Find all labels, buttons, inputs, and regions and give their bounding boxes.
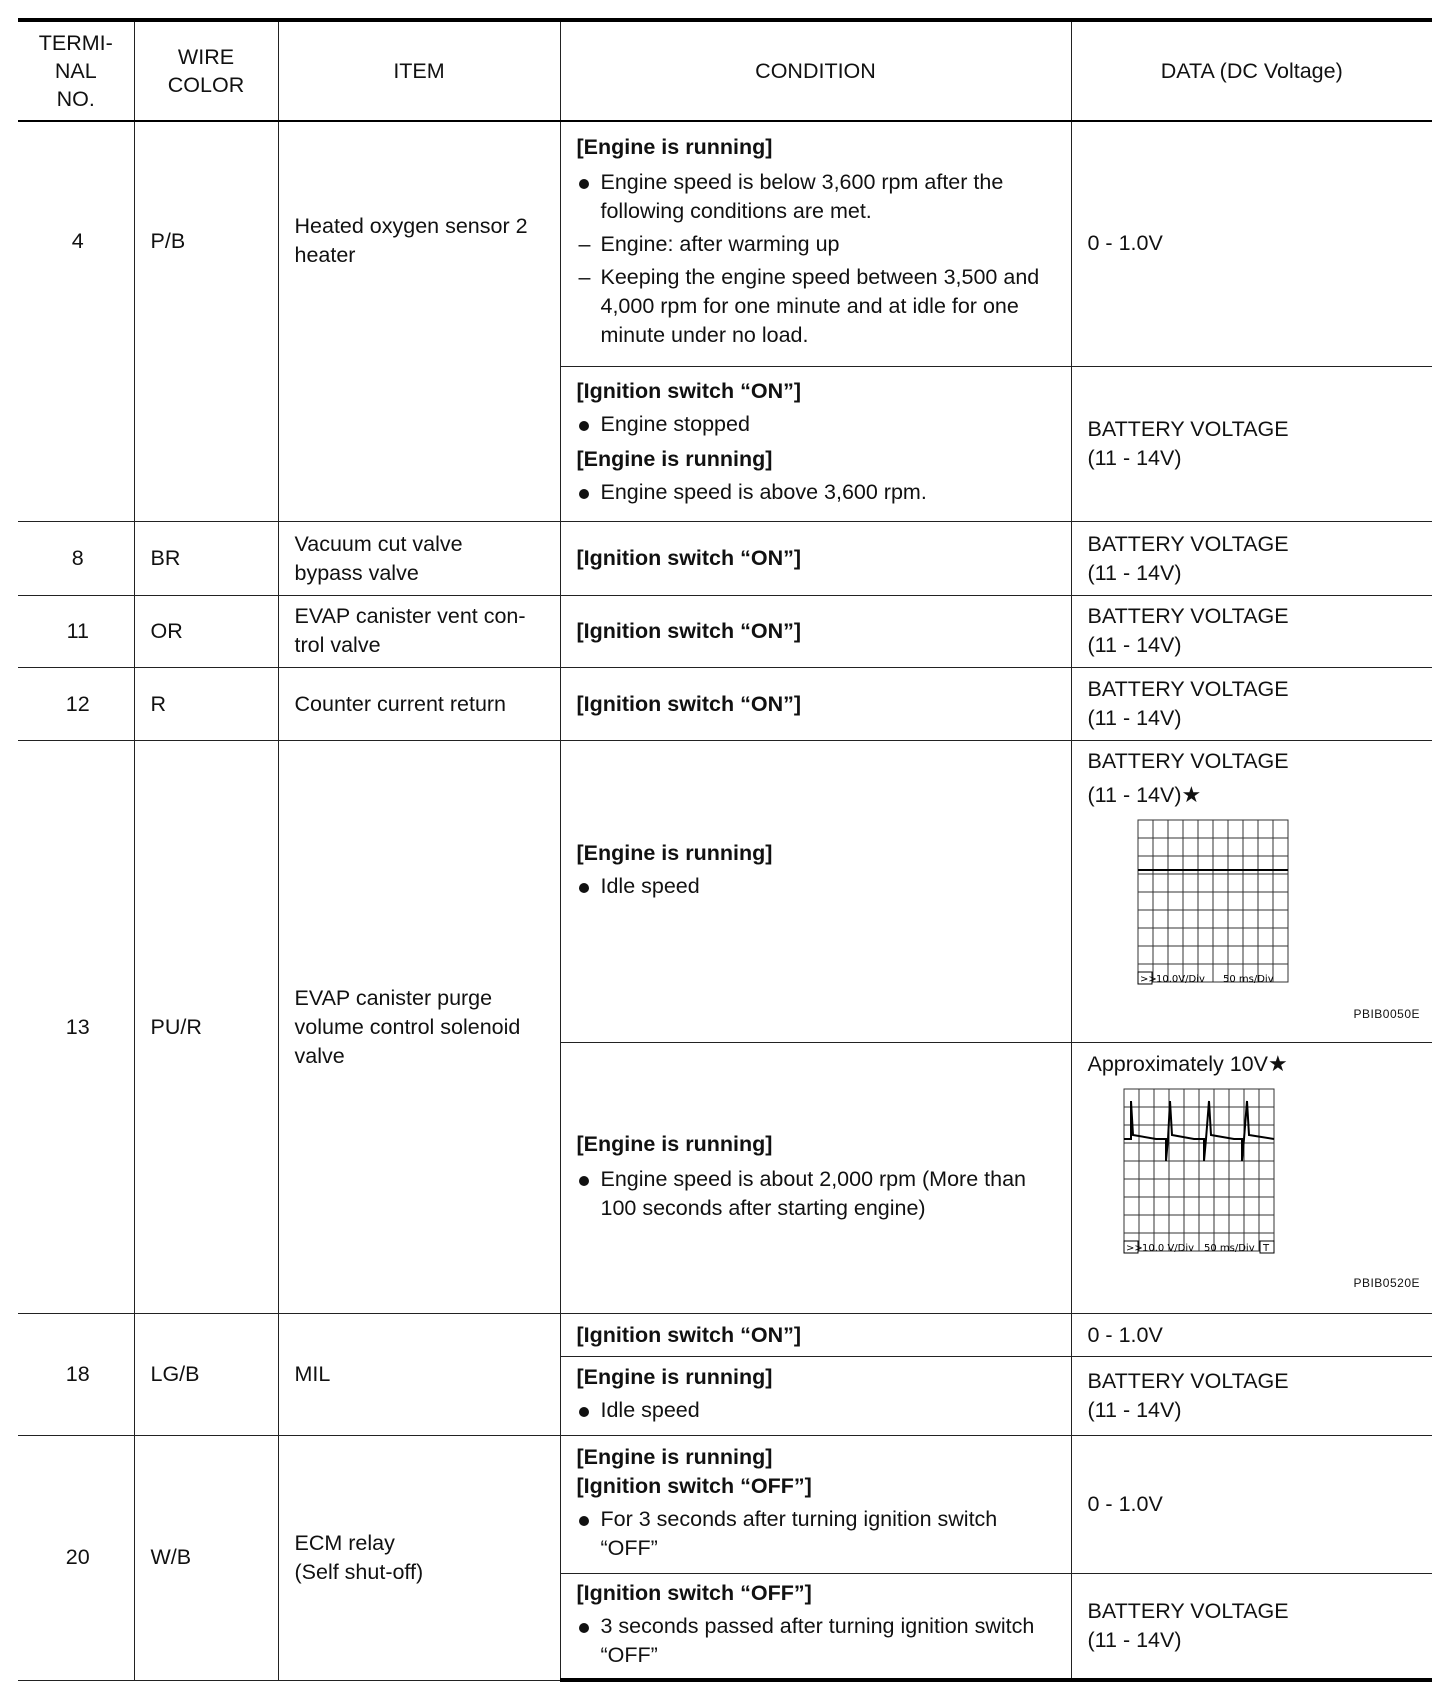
condition-heading: [Ignition switch “OFF”]: [576, 1580, 812, 1605]
condition-bullet: Idle speed: [577, 872, 1059, 901]
wire-color: BR: [134, 522, 278, 595]
condition-heading: [Engine is running]: [576, 1444, 773, 1469]
scope-volts-label: 10.0 V/Div: [1141, 1242, 1194, 1254]
table-row: [18, 522, 1432, 595]
header-wire-color: WIRE COLOR: [134, 20, 278, 121]
condition-heading: [Ignition switch “ON”]: [576, 379, 802, 404]
condition-bullet: Engine speed is about 2,000 rpm (More than 100 seconds after starting engine): [577, 1165, 1059, 1223]
oscilloscope-waveform-2000rpm: [1114, 1087, 1284, 1267]
condition-bullet: Engine speed is below 3,600 rpm after the following conditions are met.: [577, 168, 1059, 226]
condition-bullet: 3 seconds passed after turning ignition switch “OFF”: [577, 1612, 1059, 1670]
condition-bullet: Idle speed: [577, 1396, 1059, 1425]
condition-heading: [Engine is running]: [576, 447, 773, 472]
svg-text:>>: >>: [1125, 1242, 1143, 1254]
condition-bullet: Engine speed is above 3,600 rpm.: [577, 478, 1059, 507]
condition-cell: [560, 1314, 1071, 1357]
terminal-no: 18: [18, 1314, 134, 1436]
scope-volts-label: 10.0V/Div: [1155, 974, 1205, 986]
condition-heading: [Engine is running]: [576, 1131, 773, 1156]
data-value-line: Approximately 10V★: [1087, 1050, 1288, 1076]
condition-bullet: For 3 seconds after turning ignition switch “OFF”: [577, 1505, 1059, 1563]
table-row: [18, 121, 1432, 366]
header-terminal: TERMI- NAL NO.: [18, 20, 134, 121]
oscilloscope-waveform-idle: [1128, 818, 1298, 998]
star-icon: ★: [1181, 782, 1202, 808]
header-condition: CONDITION: [560, 20, 1071, 121]
data-value: BATTERY VOLTAGE: [1087, 749, 1289, 774]
item-name: MIL: [278, 1314, 560, 1436]
condition-heading: [Ignition switch “ON”]: [576, 546, 802, 571]
data-value: BATTERY VOLTAGE (11 - 14V): [1071, 1357, 1432, 1435]
header-data: DATA (DC Voltage): [1071, 20, 1432, 121]
condition-cell: [560, 741, 1071, 1042]
wire-color: OR: [134, 595, 278, 667]
data-value: BATTERY VOLTAGE (11 - 14V): [1071, 668, 1432, 741]
item-name: Vacuum cut valve bypass valve: [278, 522, 560, 595]
data-cell: [1071, 1042, 1432, 1313]
condition-heading: [Ignition switch “ON”]: [576, 618, 802, 643]
terminal-no: 12: [18, 668, 134, 741]
condition-cell: [560, 1357, 1071, 1435]
terminal-data-table: [18, 18, 1432, 1682]
scope-time-label: 50 ms/Div: [1203, 1242, 1255, 1254]
data-value: BATTERY VOLTAGE (11 - 14V): [1071, 522, 1432, 595]
condition-cell: [560, 668, 1071, 741]
wire-color: PU/R: [134, 741, 278, 1314]
data-value: 0 - 1.0V: [1071, 1435, 1432, 1574]
data-value: BATTERY VOLTAGE (11 - 14V): [1071, 366, 1432, 522]
item-name: Counter current return: [278, 668, 560, 741]
terminal-no: 11: [18, 595, 134, 667]
scope-time-label: 50 ms/Div: [1222, 974, 1274, 986]
data-value-line: (11 - 14V)★: [1087, 782, 1202, 808]
condition-bullet: Engine stopped: [577, 410, 1059, 439]
data-cell: [1071, 741, 1432, 1042]
condition-sub-item: – Engine: after warming up: [577, 230, 1059, 259]
wire-color: R: [134, 668, 278, 741]
table-row: [18, 595, 1432, 667]
condition-cell: [560, 121, 1071, 366]
figure-code: PBIB0050E: [1353, 1007, 1420, 1022]
condition-heading: [Engine is running]: [576, 1365, 773, 1390]
condition-heading: [Ignition switch “OFF”]: [576, 1473, 812, 1498]
condition-heading: [Engine is running]: [576, 135, 773, 160]
data-value: 0 - 1.0V: [1071, 121, 1432, 366]
condition-sub-item: – Keeping the engine speed between 3,500 and 4,000 rpm for one minute and at idle for one minute under no load.: [577, 263, 1059, 350]
terminal-no: 8: [18, 522, 134, 595]
terminal-no: 20: [18, 1435, 134, 1680]
wire-color: P/B: [134, 121, 278, 522]
item-name: Heated oxygen sensor 2 heater: [278, 121, 560, 522]
terminal-no: 13: [18, 741, 134, 1314]
condition-cell: [560, 595, 1071, 667]
condition-cell: [560, 1574, 1071, 1680]
item-name: EVAP canister purge volume control solenoid valve: [278, 741, 560, 1314]
condition-cell: [560, 1435, 1071, 1574]
condition-heading: [Ignition switch “ON”]: [576, 1322, 802, 1347]
svg-text:>>: >>: [1139, 974, 1157, 986]
data-value: BATTERY VOLTAGE (11 - 14V): [1071, 595, 1432, 667]
table-row: [18, 1435, 1432, 1574]
table-row: [18, 741, 1432, 1042]
star-icon: ★: [1267, 1050, 1288, 1076]
wire-color: W/B: [134, 1435, 278, 1680]
terminal-no: 4: [18, 121, 134, 522]
table-row: [18, 1314, 1432, 1357]
data-value: 0 - 1.0V: [1071, 1314, 1432, 1357]
condition-cell: [560, 366, 1071, 522]
condition-cell: [560, 1042, 1071, 1313]
item-name: ECM relay (Self shut-off): [278, 1435, 560, 1680]
header-row: [18, 20, 1432, 121]
item-name: EVAP canister vent con- trol valve: [278, 595, 560, 667]
condition-heading: [Ignition switch “ON”]: [576, 691, 802, 716]
figure-code: PBIB0520E: [1353, 1275, 1420, 1290]
condition-cell: [560, 522, 1071, 595]
header-item: ITEM: [278, 20, 560, 121]
data-value: BATTERY VOLTAGE (11 - 14V): [1071, 1574, 1432, 1680]
condition-heading: [Engine is running]: [576, 840, 773, 865]
svg-text:T: T: [1262, 1242, 1269, 1254]
table-row: [18, 668, 1432, 741]
wire-color: LG/B: [134, 1314, 278, 1436]
